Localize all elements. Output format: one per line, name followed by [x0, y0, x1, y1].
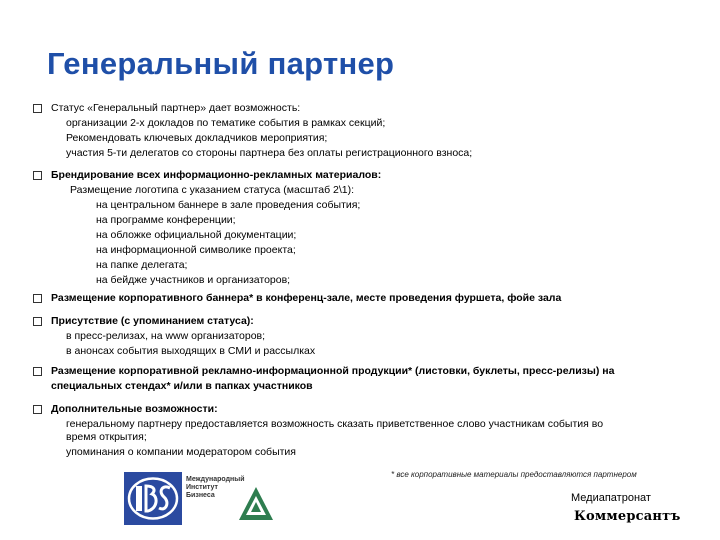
- section-line: Размещение логотипа с указанием статуса (масштаб 2\1):: [70, 184, 355, 196]
- ibs-name: [186, 476, 245, 506]
- section-heading: Размещение корпоративного баннера* в конференц-зале, месте проведения фуршета, фойе зала: [51, 292, 562, 304]
- ibs-emblem-icon: [124, 472, 182, 525]
- page-title: Генеральный партнер: [47, 46, 395, 81]
- section-line: на бейдже участников и организаторов;: [96, 274, 291, 286]
- bullet-icon: [33, 104, 42, 113]
- section-heading: Статус «Генеральный партнер» дает возможность:: [51, 102, 301, 114]
- section-line: на центральном баннере в зале проведения события;: [96, 199, 361, 211]
- section-heading: Присутствие (с упоминанием статуса):: [51, 315, 254, 327]
- section-line: на обложке официальной документации;: [96, 229, 297, 241]
- section-line: на информационной символике проекта;: [96, 244, 296, 256]
- footnote: * все корпоративные материалы предоставляются партнером: [391, 470, 637, 479]
- triangle-emblem-icon: [238, 486, 274, 522]
- section-line: время открытия;: [66, 431, 147, 443]
- section-heading: Дополнительные возможности:: [51, 403, 218, 415]
- section-line: в пресс-релизах, на www организаторов;: [66, 330, 266, 342]
- ibs-logo: [124, 472, 182, 525]
- section-line: на папке делегата;: [96, 259, 188, 271]
- section-line: в анонсах события выходящих в СМИ и рассылках: [66, 345, 316, 357]
- section-line: участия 5-ти делегатов со стороны партнера без оплаты регистрационного взноса;: [66, 147, 473, 159]
- bullet-icon: [33, 405, 42, 414]
- media-partner-name: Коммерсантъ: [574, 509, 681, 524]
- ibs-name-line: Бизнеса: [186, 492, 215, 499]
- ibs-divider: [186, 500, 238, 506]
- section-heading: Брендирование всех информационно-рекламных материалов:: [51, 169, 382, 181]
- section-line: генеральному партнеру предоставляется возможность сказать приветственное слово участникам события во: [66, 418, 604, 430]
- section-line: организации 2-х докладов по тематике события в рамках секций;: [66, 117, 386, 129]
- bullet-icon: [33, 294, 42, 303]
- section-line: на программе конференции;: [96, 214, 236, 226]
- triangle-logo: [238, 486, 274, 522]
- section-heading: Размещение корпоративной рекламно-информационной продукции* (листовки, буклеты, пресс-релизы) на: [51, 365, 615, 377]
- section-line: специальных стендах* и/или в папках участников: [51, 380, 313, 392]
- ibs-name-line: Институт: [186, 484, 218, 491]
- ibs-name-line: Международный: [186, 476, 245, 483]
- bullet-icon: [33, 317, 42, 326]
- bullet-icon: [33, 367, 42, 376]
- section-line: Рекомендовать ключевых докладчиков мероприятия;: [66, 132, 328, 144]
- bullet-icon: [33, 171, 42, 180]
- media-partner-label: Медиапатронат: [571, 492, 651, 504]
- section-line: упоминания о компании модератором события: [66, 446, 296, 458]
